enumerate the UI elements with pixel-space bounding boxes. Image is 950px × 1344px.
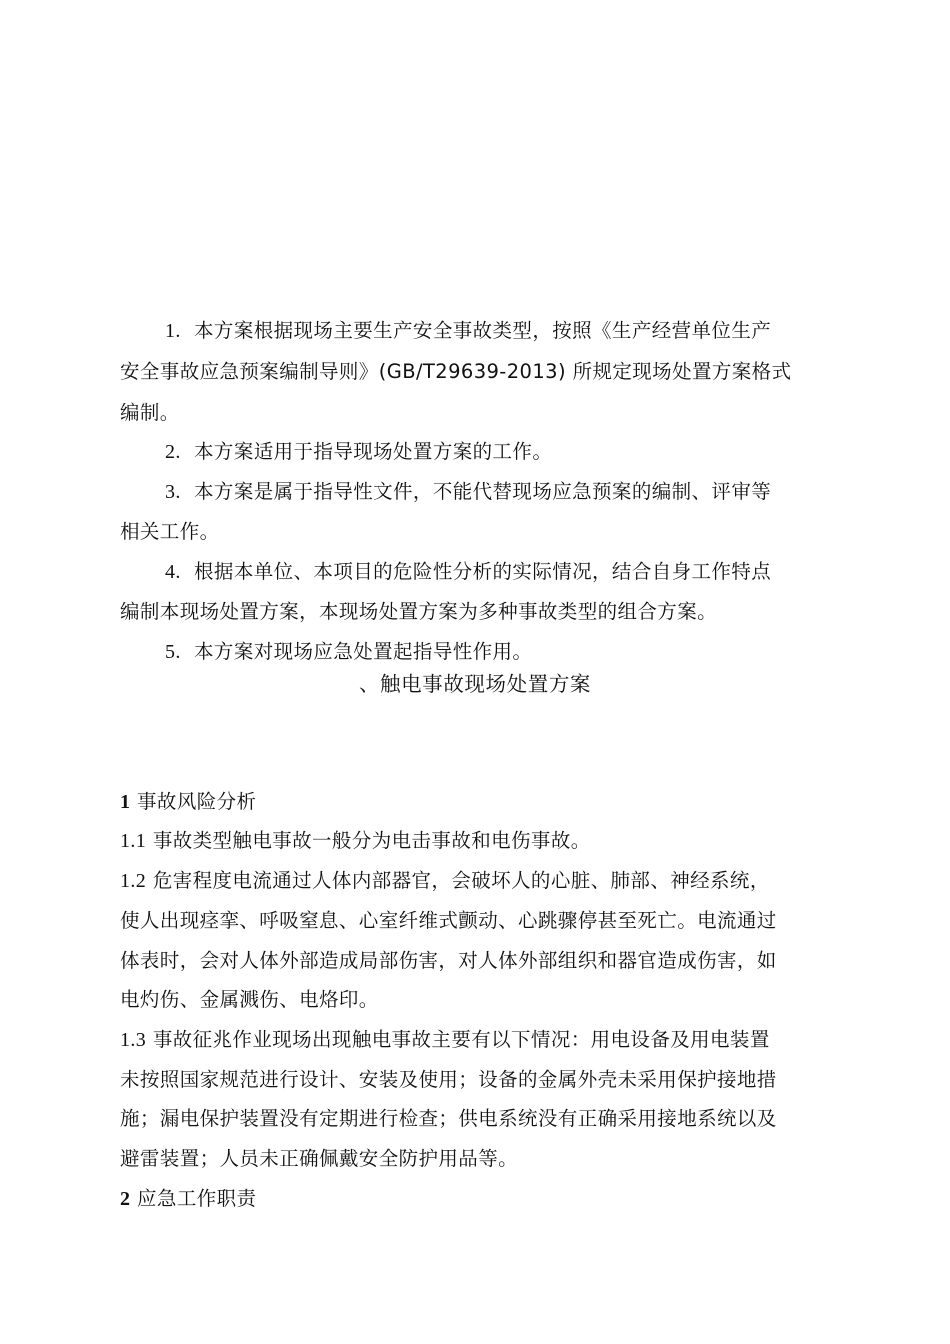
note-text: 本方案对现场应急处置起指导性作用。: [194, 640, 533, 663]
note-text: 本方案适用于指导现场处置方案的工作。: [194, 440, 553, 463]
clause-number: 1.2: [120, 870, 147, 892]
note-number: 1.: [165, 320, 181, 342]
note-item-4-line-2: 编制本现场处置方案，本现场处置方案为多种事故类型的组合方案。: [120, 600, 718, 623]
note-number: 5.: [165, 641, 181, 663]
note-number: 2.: [165, 441, 181, 463]
paragraph-1-2-line-2: 使人出现痉挛、呼吸窒息、心室纤维式颤动、心跳骤停甚至死亡。电流通过: [120, 909, 777, 932]
note-item-2-line-1: [165, 432, 552, 472]
paragraph-1-2-line-4: 电灼伤、金属溅伤、电烙印。: [120, 988, 379, 1011]
paragraph-1-2-line-3: 体表时，会对人体外部造成局部伤害，对人体外部组织和器官造成伤害，如: [120, 949, 777, 972]
note-number: 4.: [165, 561, 181, 583]
section-heading-text: 应急工作职责: [137, 1187, 257, 1210]
clause-text: 危害程度电流通过人体内部器官，会破坏人的心脏、肺部、神经系统，: [152, 869, 770, 892]
section-number: 2: [120, 1188, 131, 1210]
paragraph-1-3-line-3: 施；漏电保护装置没有定期进行检查；供电系统没有正确采用接地系统以及: [120, 1107, 777, 1130]
clause-text: 事故征兆作业现场出现触电事故主要有以下情况：用电设备及用电装置: [152, 1028, 770, 1051]
note-item-1-line-2: 安全事故应急预案编制导则》(GB/T29639-2013) 所规定现场处置方案格式: [120, 360, 792, 383]
note-item-3-line-2: 相关工作。: [120, 520, 220, 543]
clause-number: 1.3: [120, 1029, 147, 1051]
plan-title: 、触电事故现场处置方案: [358, 672, 592, 696]
section-2-heading: [120, 1179, 256, 1219]
note-text: 本方案根据现场主要生产安全事故类型，按照《生产经营单位生产: [194, 319, 772, 342]
note-item-4-line-1: [165, 552, 771, 592]
section-number: 1: [120, 791, 131, 813]
paragraph-1-1: [120, 821, 591, 861]
paragraph-1-3-line-1: [120, 1020, 770, 1060]
paragraph-1-3-line-4: 避雷装置；人员未正确佩戴安全防护用品等。: [120, 1147, 519, 1170]
note-text: 根据本单位、本项目的危险性分析的实际情况，结合自身工作特点: [194, 560, 772, 583]
note-item-1-line-1: [165, 311, 771, 351]
paragraph-1-3-line-2: 未按照国家规范进行设计、安装及使用；设备的金属外壳未采用保护接地措: [120, 1068, 777, 1091]
clause-text: 事故类型触电事故一般分为电击事故和电伤事故。: [152, 829, 591, 852]
note-text: 本方案是属于指导性文件，不能代替现场应急预案的编制、评审等: [194, 480, 772, 503]
note-item-3-line-1: [165, 472, 771, 512]
note-number: 3.: [165, 481, 181, 503]
note-item-1-line-3: 编制。: [120, 401, 180, 424]
paragraph-1-2-line-1: [120, 861, 770, 901]
clause-number: 1.1: [120, 830, 147, 852]
section-1-heading: [120, 782, 256, 822]
section-heading-text: 事故风险分析: [137, 790, 257, 813]
